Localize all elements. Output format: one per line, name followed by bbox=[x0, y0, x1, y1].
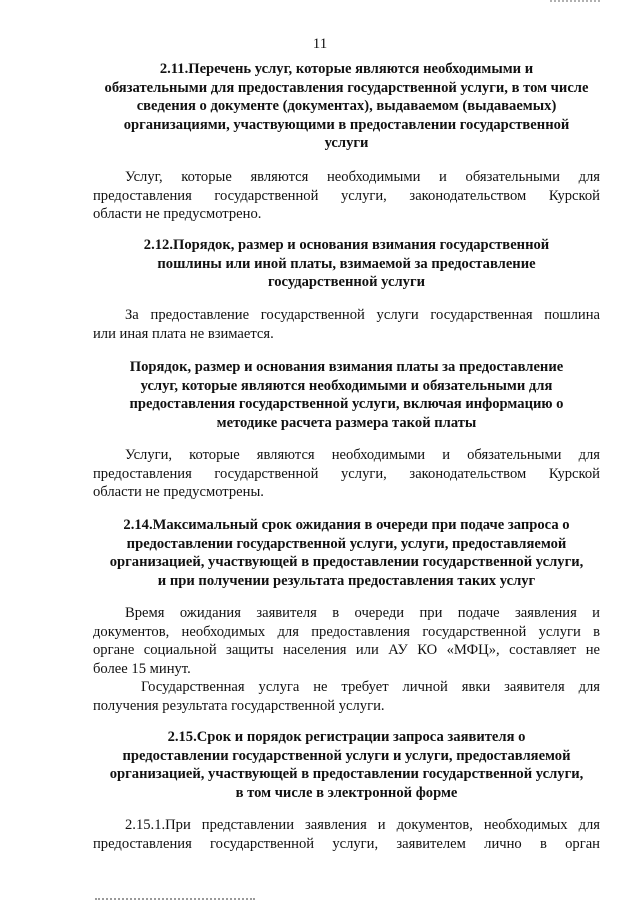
paragraph bbox=[93, 678, 600, 715]
heading-line: методике расчета размера такой платы bbox=[216, 414, 477, 431]
section-heading bbox=[93, 516, 600, 590]
page-number: 11 bbox=[312, 36, 328, 52]
paragraph bbox=[93, 168, 600, 224]
heading-line: государственной услуги bbox=[267, 274, 426, 291]
heading-line: организацией, участвующей в предоставлении государственной услуги, bbox=[109, 766, 584, 783]
paragraph-line: предоставления государственной услуги, законодательством Курской bbox=[93, 465, 600, 482]
heading-line: услуг, которые являются необходимыми и обязательными для bbox=[140, 377, 553, 394]
section-heading bbox=[93, 728, 600, 802]
section-2-11 bbox=[93, 60, 600, 153]
section-2-12 bbox=[93, 236, 600, 292]
paragraph-line: Время ожидания заявителя в очереди при подаче заявления и bbox=[125, 605, 600, 621]
heading-line: 2.15.Срок и порядок регистрации запроса заявителя о bbox=[167, 729, 526, 745]
paragraph bbox=[93, 816, 600, 853]
paragraph-line: предоставления государственной услуги, заявителем лично в орган bbox=[93, 835, 600, 852]
paragraph-line: Услуги, которые являются необходимыми и обязательными для bbox=[125, 447, 600, 463]
paragraph-line: или иная плата не взимается. bbox=[93, 325, 274, 342]
paragraph-line: Государственная услуга не требует личной явки заявителя для bbox=[141, 679, 600, 695]
scan-artifact-bottom bbox=[95, 898, 255, 903]
paragraph-line: области не предусмотрено. bbox=[93, 206, 262, 223]
heading-line: в том числе в электронной форме bbox=[235, 784, 458, 801]
heading-line: Порядок, размер и основания взимания платы за предоставление bbox=[129, 359, 564, 375]
paragraph-line: получения результата государственной услуги. bbox=[93, 697, 385, 714]
heading-line: организациями, участвующими в предоставлении государственной bbox=[123, 116, 570, 133]
paragraph-line: органе социальной защиты населения или АУ КО «МФЦ», составляет не bbox=[93, 642, 600, 659]
section-2-14 bbox=[93, 516, 600, 590]
paragraph bbox=[93, 446, 600, 502]
heading-line: 2.14.Максимальный срок ожидания в очереди при подаче запроса о bbox=[123, 517, 570, 533]
paragraph-line: области не предусмотрены. bbox=[93, 484, 264, 501]
paragraph bbox=[93, 604, 600, 678]
heading-line: услуги bbox=[324, 135, 369, 152]
heading-line: предоставлении государственной услуги, услуги, предоставляемой bbox=[126, 535, 567, 552]
paragraph-line: документов, необходимых для предоставления государственной услуги в bbox=[93, 623, 600, 640]
section-heading bbox=[93, 358, 600, 432]
section-heading bbox=[93, 60, 600, 153]
section-2-15 bbox=[93, 728, 600, 802]
paragraph-line: Услуг, которые являются необходимыми и обязательными для bbox=[125, 169, 600, 185]
section-heading bbox=[93, 236, 600, 292]
paragraph-line: более 15 минут. bbox=[93, 660, 191, 677]
heading-line: 2.11.Перечень услуг, которые являются необходимыми и bbox=[159, 61, 534, 77]
heading-line: организацией, участвующей в предоставлении государственной услуги, bbox=[109, 554, 584, 571]
heading-line: и при получении результата предоставления таких услуг bbox=[157, 572, 536, 589]
heading-line: пошлины или иной платы, взимаемой за предоставление bbox=[157, 255, 536, 272]
scan-artifact-top bbox=[550, 0, 600, 4]
heading-line: 2.12.Порядок, размер и основания взимания государственной bbox=[143, 237, 550, 253]
heading-line: сведения о документе (документах), выдаваемом (выдаваемых) bbox=[136, 98, 557, 115]
paragraph-line: 2.15.1.При представлении заявления и документов, необходимых для bbox=[125, 817, 600, 833]
paragraph bbox=[93, 306, 600, 343]
section-2-13 bbox=[93, 358, 600, 432]
heading-line: обязательными для предоставления государственной услуги, в том числе bbox=[104, 79, 589, 96]
paragraph-line: За предоставление государственной услуги государственная пошлина bbox=[125, 307, 600, 323]
heading-line: предоставлении государственной услуги и услуги, предоставляемой bbox=[122, 747, 571, 764]
paragraph-line: предоставления государственной услуги, законодательством Курской bbox=[93, 187, 600, 204]
heading-line: предоставления государственной услуги, включая информацию о bbox=[129, 396, 564, 413]
